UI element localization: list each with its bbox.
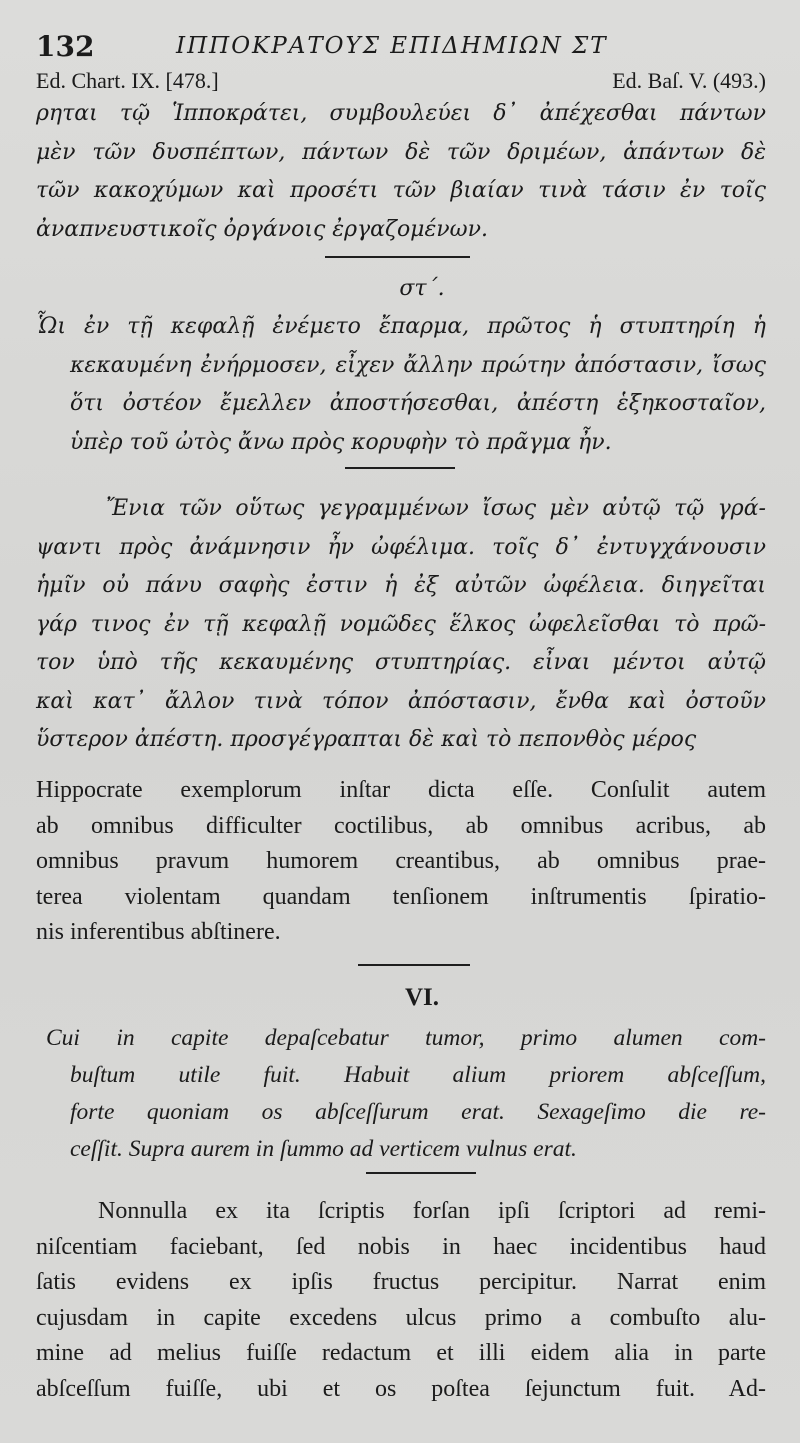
- edition-right: Ed. Baſ. V. (493.): [612, 68, 766, 93]
- text-line: ὕστερον ἀπέστη. προσγέγραπται δὲ καὶ τὸ πεπονθὸς μέρος: [36, 727, 697, 752]
- page-header: [36, 30, 766, 66]
- section-divider: [366, 1172, 476, 1174]
- text-line: terea violentam quandam tenſionem inſtrumentis ſpiratio-: [36, 883, 766, 910]
- text-line: Ἔνια τῶν οὕτως γεγραμμένων ἴσως μὲν αὐτῷ τῷ γρά-: [106, 496, 766, 521]
- text-line: buſtum utile fuit. Habuit alium priorem abſceſſum,: [70, 1062, 766, 1088]
- text-line: μὲν τῶν δυσπέπτων, πάντων δὲ τῶν δριμέων, ἁπάντων δὲ: [36, 139, 766, 165]
- edition-left: Ed. Chart. IX. [478.]: [36, 68, 219, 93]
- text-line: cujusdam in capite excedens ulcus primo a combuſto alu-: [36, 1304, 766, 1331]
- running-title: ΙΠΠΟΚΡΑΤΟΥΣ ΕΠΙΔΗΜΙΩΝ ΣΤ: [176, 33, 608, 59]
- section-divider: [345, 467, 455, 469]
- text-line: Cui in capite depaſcebatur tumor, primo alumen com-: [46, 1025, 766, 1051]
- greek-aphorism: [36, 308, 766, 462]
- latin-commentary: [36, 1194, 766, 1407]
- section-divider: [358, 964, 470, 966]
- latin-intro-paragraph: [36, 773, 766, 951]
- greek-intro-paragraph: [36, 95, 766, 249]
- latin-aphorism: [36, 1020, 766, 1168]
- text-line: ἀναπνευστικοῖς ὀργάνοις ἐργαζομένων.: [36, 216, 488, 242]
- text-line: Nonnulla ex ita ſcriptis forſan ipſi ſcriptori ad remi-: [98, 1198, 766, 1224]
- text-line: Hippocrate exemplorum inſtar dicta eſſe. Conſulit autem: [36, 777, 766, 803]
- text-line: ab omnibus difficulter coctilibus, ab omnibus acribus, ab: [36, 812, 766, 839]
- page-number: 132: [36, 30, 95, 63]
- text-line: niſcentiam faciebant, ſed nobis in haec incidentibus haud: [36, 1233, 766, 1260]
- text-line: κεκαυμένη ἐνήρμοσεν, εἶχεν ἄλλην πρώτην ἀπόστασιν, ἴσως: [70, 352, 766, 378]
- text-line: ψαντι πρὸς ἀνάμνησιν ἦν ὠφέλιμα. τοῖς δ᾽ ἐντυγχάνουσιν: [36, 534, 766, 560]
- text-line: καὶ κατ᾽ ἄλλον τινὰ τόπον ἀπόστασιν, ἔνθα καὶ ὀστοῦν: [36, 688, 766, 714]
- text-line: nis inferentibus abſtinere.: [36, 919, 281, 945]
- greek-commentary: [36, 490, 766, 760]
- greek-section-number: στ΄.: [399, 276, 445, 301]
- text-line: ρηται τῷ Ἱπποκράτει, συμβουλεύει δ᾽ ἀπέχεσθαι πάντων: [36, 101, 766, 126]
- text-line: mine ad melius fuiſſe redactum et illi eidem alia in parte: [36, 1340, 766, 1366]
- text-line: Ὧι ἐν τῇ κεφαλῇ ἐνέμετο ἔπαρμα, πρῶτος ἡ στυπτηρίη ἡ: [36, 314, 766, 339]
- edition-references: [36, 68, 766, 96]
- text-line: omnibus pravum humorem creantibus, ab omnibus prae-: [36, 848, 766, 874]
- text-line: τῶν κακοχύμων καὶ προσέτι τῶν βιαίαν τινὰ τάσιν ἐν τοῖς: [36, 178, 766, 203]
- latin-section-number: VI.: [404, 984, 440, 1011]
- text-line: forte quoniam os abſceſſurum erat. Sexageſimo die re-: [70, 1099, 766, 1125]
- text-line: γάρ τινος ἐν τῇ κεφαλῇ νομῶδες ἕλκος ὠφελεῖσθαι τὸ πρῶ-: [36, 611, 766, 637]
- text-line: τον ὑπὸ τῆς κεκαυμένης στυπτηρίας. εἶναι μέντοι αὐτῷ: [36, 650, 766, 675]
- text-line: ὑπὲρ τοῦ ὠτὸς ἄνω πρὸς κορυφὴν τὸ πρᾶγμα ἦν.: [70, 429, 612, 455]
- text-line: ἡμῖν οὐ πάνυ σαφὴς ἐστιν ἡ ἐξ αὐτῶν ὠφέλεια. διηγεῖται: [36, 573, 766, 598]
- text-line: abſceſſum fuiſſe, ubi et os poſtea ſejunctum fuit. Ad-: [36, 1375, 766, 1402]
- text-line: ὅτι ὀστέον ἔμελλεν ἀποστήσεσθαι, ἀπέστη ἑξηκοσταῖον,: [70, 391, 766, 416]
- text-line: ſatis evidens ex ipſis fructus percipitur. Narrat enim: [36, 1269, 766, 1295]
- text-line: ceſſit. Supra aurem in ſummo ad verticem vulnus erat.: [70, 1136, 577, 1162]
- section-divider: [325, 256, 470, 258]
